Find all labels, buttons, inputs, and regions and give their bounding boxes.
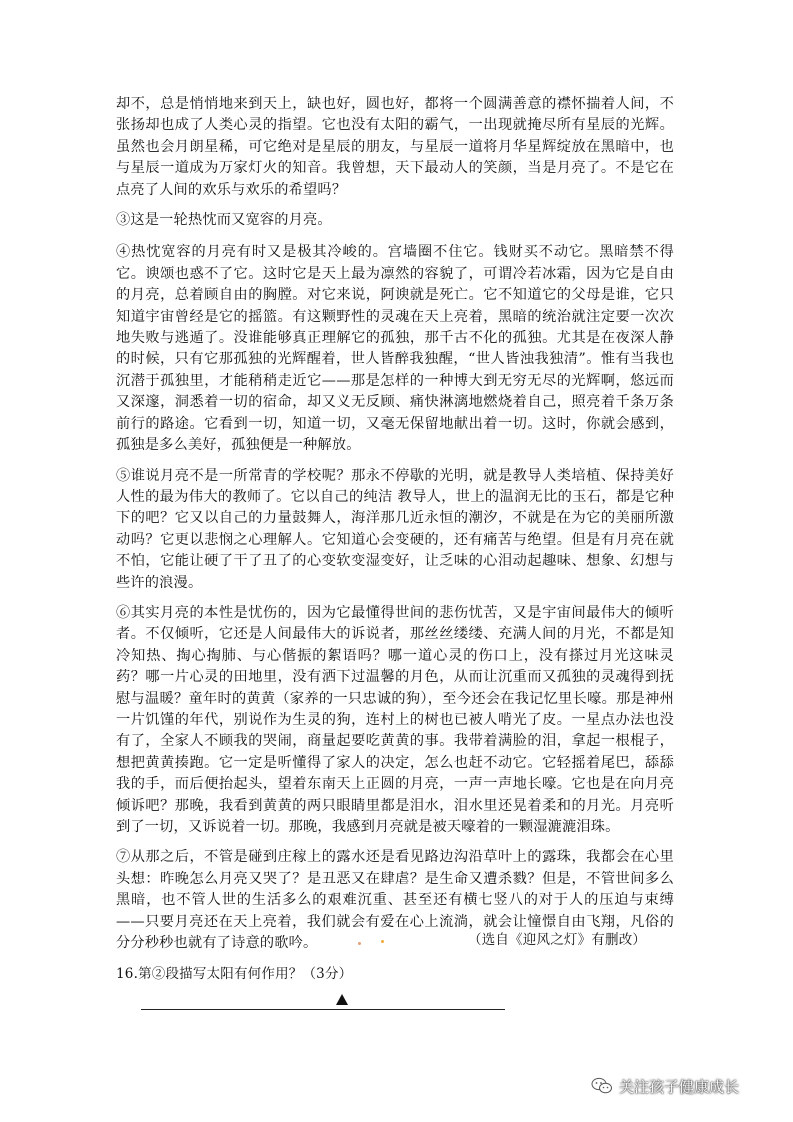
source-citation: （选自《迎风之灯》有删改） (468, 932, 647, 948)
stray-dot (358, 942, 361, 945)
stray-dot (381, 940, 384, 943)
article-body (116, 94, 674, 963)
paragraph-6: ⑥其实月亮的本性是忧伤的，因为它最懂得世间的悲伤忧苦，又是宇宙间最伟大的倾听者。不仅倾听，它还是人间最伟大的诉说者，那丝丝缕缕、充满人间的月光，不都是知冷知热、掏心掏肺、与心偕振的絮语吗？哪一道心灵的伤口上，没有搽过月光这味灵药？哪一片心灵的田地里，没有洒下过温馨的月色，从而让沉重而又孤独的灵魂得到抚慰与温暖？童年时的黄黄（家养的一只忠诚的狗），至今还会在我记忆里长嚎。那是神州一片饥馑的年代，别说作为生灵的狗，连村上的树也已被人啃光了皮。一星点办法也没有了，全家人不顾我的哭闹，商量起要吃黄黄的事。我带着满脸的泪，拿起一根棍子，想把黄黄揍跑。它一定是听懂得了家人的决定，怎么也赶不动它。它轻摇着尾巴，舔舔我的手，而后便抬起头，望着东南天上正圆的月亮，一声一声地长嚎。它也是在向月亮倾诉吧？那晚，我看到黄黄的两只眼睛里都是泪水，泪水里还晃着柔和的月光。月亮听到了一切，又诉说着一切。那晚，我感到月亮就是被天嚎着的一颗湿漉漉泪珠。 (116, 604, 674, 835)
answer-line[interactable] (141, 1009, 505, 1010)
paragraph-4: ④热忱宽容的月亮有时又是极其冷峻的。宫墙圈不住它。钱财买不动它。黑暗禁不得它。谀颂也惑不了它。这时它是天上最为凛然的容貌了，可谓冷若冰霜，因为它是自由的月亮，总着顾自由的胸膛。对它来说，阿谀就是死亡。它不知道它的父母是谁，它只知道宇宙曾经是它的摇篮。有这颗野性的灵魂在天上亮着，黑暗的统治就注定要一次次地失败与逃遁了。没谁能够真正理解它的孤独，那千古不化的孤独。尤其是在夜深人静的时候，只有它那孤独的光辉醒着，世人皆醉我独醒，“世人皆浊我独清”。惟有当我也沉潜于孤独里，才能稍稍走近它——那是怎样的一种博大到无穷无尽的光辉啊，悠远而又深邃，洞悉着一切的宿命，却又义无反顾、痛快淋漓地燃烧着自己，照亮着千条万条前行的路途。它看到一切，知道一切，又毫无保留地献出着一切。这时，你就会感到，孤独是多么美好，孤独便是一种解放。 (116, 244, 674, 454)
triangle-marker-icon (336, 994, 348, 1005)
wechat-icon (591, 1077, 613, 1095)
paragraph-5: ⑤谁说月亮不是一所常青的学校呢？那永不停歇的光明，就是教导人类培植、保持美好人性的最为伟大的教师了。它以自己的纯洁 教导人，世上的温润无比的玉石，都是它种下的吧？它又以自己的力量鼓舞人，海洋那几近永恒的潮汐，不就是在为它的美丽所激动吗？它更以悲悯之心理解人。它知道心会变硬的，还有痛苦与绝望。但是有月亮在就不怕，它能让硬了干了丑了的心变软变湿变好，让乏味的心泪动起趣味、想象、幻想与些许的浪漫。 (116, 467, 674, 591)
question-16: 16.第②段描写太阳有何作用？（3分） (116, 966, 353, 982)
watermark (591, 1074, 739, 1098)
watermark-text: 关注孩子健康成长 (619, 1077, 740, 1096)
paragraph-3: ③这是一轮热忱而又宽容的月亮。 (116, 212, 332, 229)
paragraph-2-continued: 却不，总是悄悄地来到天上，缺也好，圆也好，都将一个圆满善意的襟怀揣着人间，不张扬却也成了人类心灵的指望。它也没有太阳的霸气，一出现就掩尽所有星辰的光辉。虽然也会月朗星稀，可它绝对是星辰的朋友，与星辰一道将月华星辉绽放在黑暗中，也与星辰一道成为万家灯火的知音。我曾想，天下最动人的笑颜，当是月亮了。不是它在点亮了人间的欢乐与欢乐的希望吗？ (116, 96, 674, 198)
paragraph-7: ⑦从那之后，不管是碰到庄稼上的露水还是看见路边沟沿草叶上的露珠，我都会在心里头想：昨晚怎么月亮又哭了？是丑恶又在肆虐？是生命又遭杀戮？但是，不管世间多么黑暗，也不管人世的生活多么的艰难沉重、甚至还有横七竖八的对于人的压迫与束缚——只要月亮还在天上亮着，我们就会有爱在心上流淌，就会让憧憬自由飞翔，凡俗的分分秒秒也就有了诗意的歌吟。 (116, 849, 674, 952)
